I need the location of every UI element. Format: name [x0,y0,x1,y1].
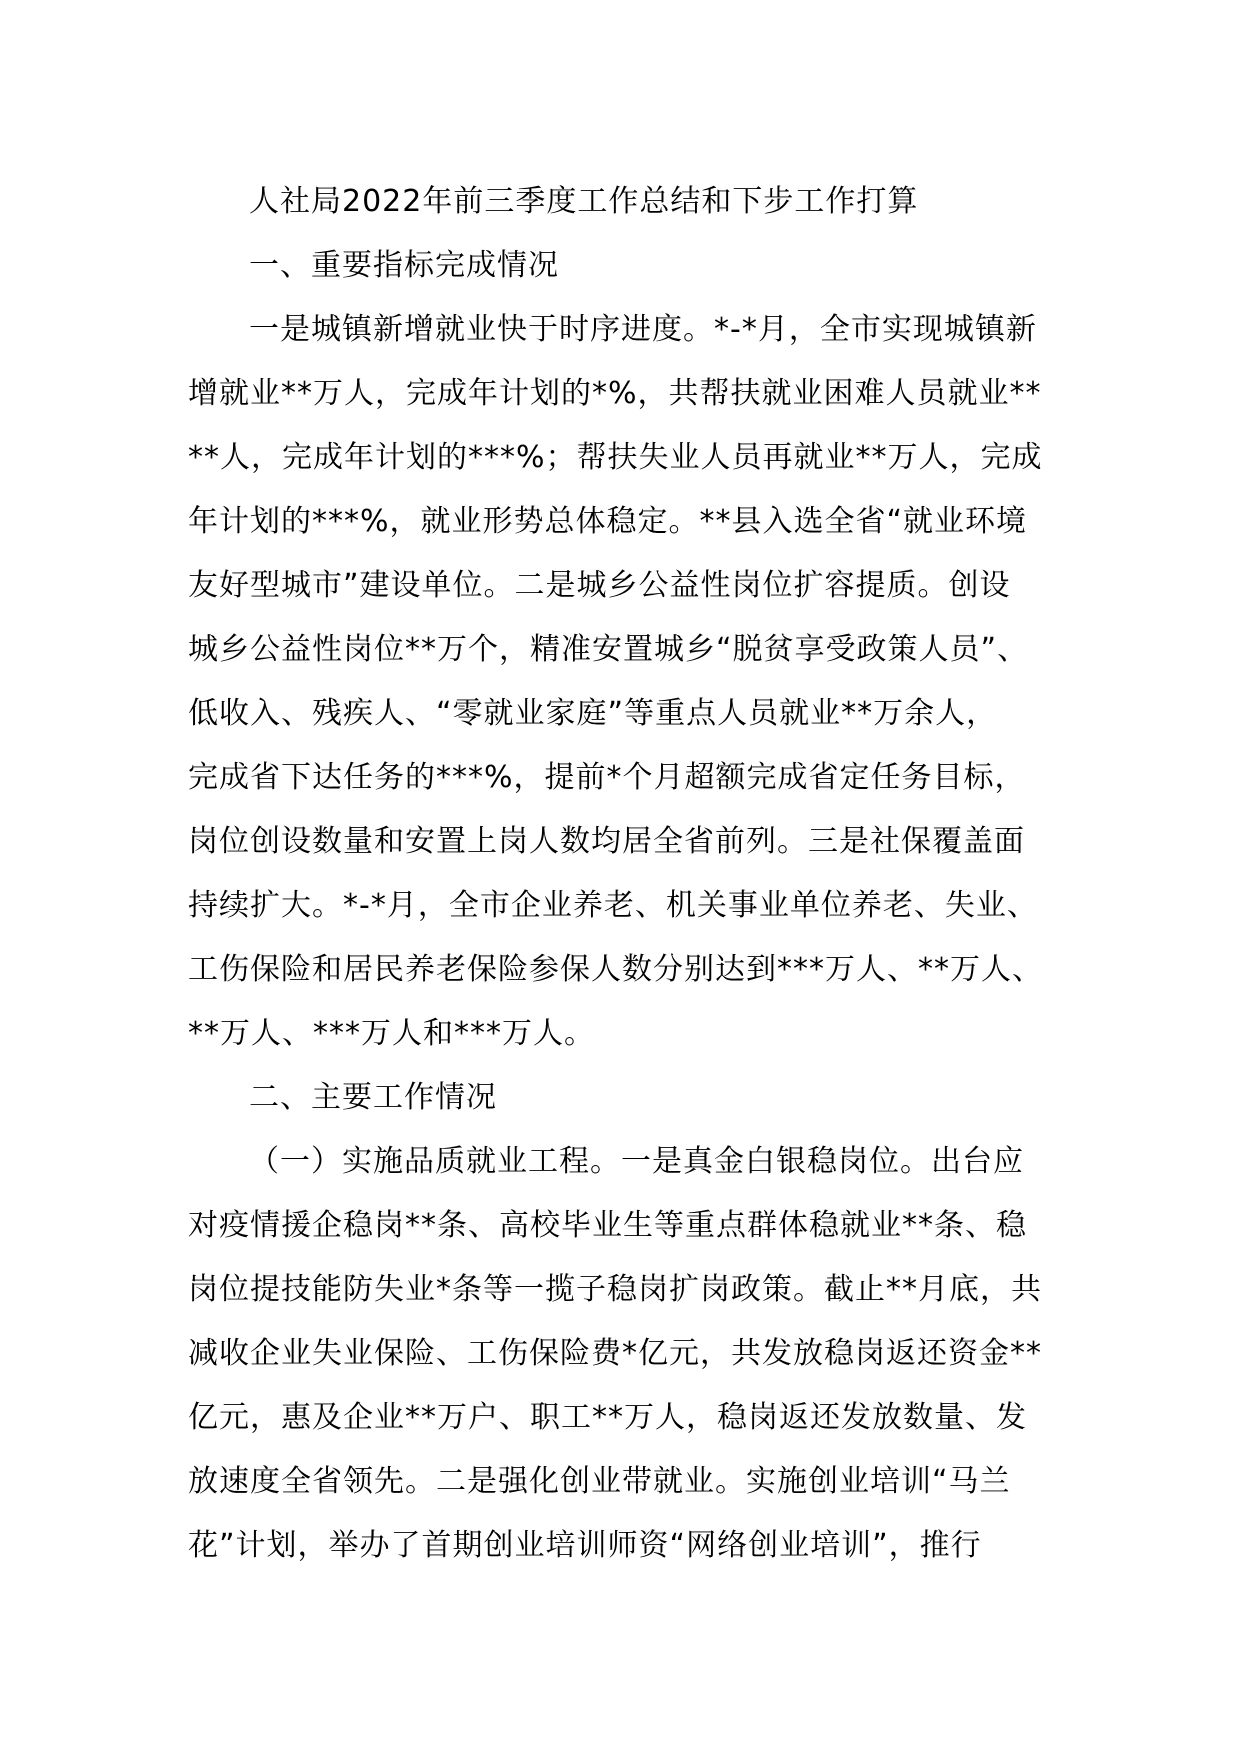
section-1-paragraph [188,298,1068,1066]
paragraph-line: 增就业**万人，完成年计划的*%，共帮扶就业困难人员就业** [188,376,1042,411]
paragraph-line: 年计划的***%，就业形势总体稳定。**县入选全省“就业环境 [188,504,1028,539]
paragraph-line: 岗位创设数量和安置上岗人数均居全省前列。三是社保覆盖面 [188,824,1025,859]
paragraph-line: 一是城镇新增就业快于时序进度。*-*月，全市实现城镇新 [249,312,1037,347]
document-page [188,170,1068,1578]
section-heading-2: 二、主要工作情况 [249,1080,497,1115]
document-title: 人社局2022年前三季度工作总结和下步工作打算 [249,184,919,219]
paragraph-line: 持续扩大。*-*月，全市企业养老、机关事业单位养老、失业、 [188,888,1038,923]
paragraph-line: **万人、***万人和***万人。 [188,1016,595,1051]
paragraph-line: （一）实施品质就业工程。一是真金白银稳岗位。出台应 [249,1144,1024,1179]
paragraph-line: 花”计划，举办了首期创业培训师资“网络创业培训”，推行 [188,1528,982,1563]
paragraph-line: 亿元，惠及企业**万户、职工**万人，稳岗返还发放数量、发 [188,1400,1027,1435]
section-heading-1: 一、重要指标完成情况 [249,248,559,283]
paragraph-line: **人，完成年计划的***%；帮扶失业人员再就业**万人，完成 [188,440,1043,475]
paragraph-line: 放速度全省领先。二是强化创业带就业。实施创业培训“马兰 [188,1464,1011,1499]
paragraph-line: 城乡公益性岗位**万个，精准安置城乡“脱贫享受政策人员”、 [188,632,1029,667]
paragraph-line: 岗位提技能防失业*条等一揽子稳岗扩岗政策。截止**月底，共 [188,1272,1042,1307]
paragraph-line: 完成省下达任务的***%，提前*个月超额完成省定任务目标， [188,760,1026,795]
paragraph-line: 减收企业失业保险、工伤保险费*亿元，共发放稳岗返还资金** [188,1336,1042,1371]
paragraph-line: 友好型城市”建设单位。二是城乡公益性岗位扩容提质。创设 [188,568,1011,603]
paragraph-line: 工伤保险和居民养老保险参保人数分别达到***万人、**万人、 [188,952,1043,987]
section-2-paragraph [188,1130,1068,1578]
paragraph-line: 低收入、残疾人、“零就业家庭”等重点人员就业**万余人， [188,696,998,731]
paragraph-line: 对疫情援企稳岗**条、高校毕业生等重点群体稳就业**条、稳 [188,1208,1027,1243]
